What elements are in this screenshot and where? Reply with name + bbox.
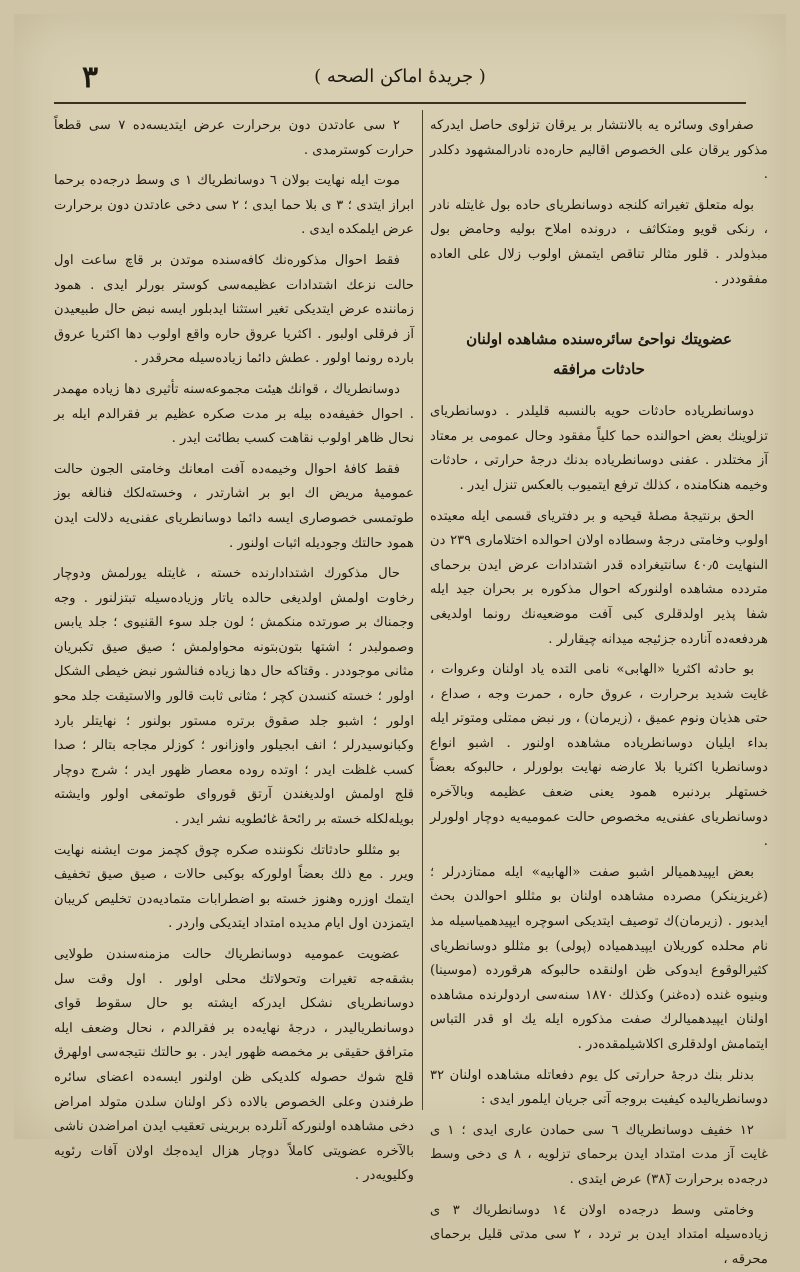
paragraph: بدنلر بنك درجهٔ حرارتى كل يوم دفعاتله مشاهده اولنان ٣٢ دوسانطرياليده كيفيت بروجه آتى جريان ايلمور ايدى : [430,1067,768,1108]
paragraph: دوسانطرياك ، قوانك هيئت مجموعه‌سنه تأثيرى دها زياده مهمدر . احوال خفيفه‌ده بيله بر مدت صكره عظيم بر فقرالدم ايله بر نحال ظاهر اولوب نقاهت كسب بطائت ايدر . [54,381,414,447]
section-title: عضويتك نواحئ سائره‌سنده مشاهده اولنان [466,330,732,349]
paragraph: بوله متعلق تغيراته كلنجه دوسانطرياى حاده بول غايتله نادر ، رنكى قويو ومتكاثف ، درونده املاح بوليه وحامض بول مبذولدر . قلور مثالر تناقص ايتمش اولوب زلال على العاده مفقوددر . [430,197,768,287]
paragraph: بو مثللو حادثاتك نكوننده صكره چوق كچمز موت ايشنه نهايت ويرر . مع ذلك بعضاً اولوركه بوكبى حالات ، صيق صيق تخفيف ايتمك اوزره وهنوز خسته بو اضطرابات متماديه‌دن تخليص كريبان ايتمزدن اول ايام مديده امتداد ايتديكى واردر . [54,842,414,932]
paragraph: بو حادثه اكثريا «الهابى» نامى التده ياد اولنان وعروات ، غايت شديد برحرارت ، عروق حاره ، حمرت وجه ، صداع ، حتى هذيان ونوم عميق ، (زيرمان) ، ور نبض ممتلى ومتوتر ايله بداء ايليان دوسانطرياده مشاهده اولنور . اشبو انواع دوسانطريا اكثريا بلا عارضه نهايت بولورلر ، حالبوكه بعضاً خستهلر بردنبره همود يعنى ضعف عظيمه وبالآخره دوسانطرياى عفنى‌يه مخصوص حالت عموميه‌يه دوچار اولورلر . [430,662,768,850]
paragraph: ١٢ خفيف دوسانطرياك ٦ سى حمادن عارى ايدى ؛ ١ ى غايت آز مدت امتداد ايدن برحماى تزلويه ، ٨ ى دخى وسط درجه‌ده برحرارت (٣٨ٓ) عرض ايتدى . [430,1122,768,1187]
paragraph: موت ايله نهايت بولان ٦ دوسانطرياك ١ ى وسط درجه‌ده برحما ابراز ايتدى ؛ ٣ ى بلا حما ايدى ؛ ٢ سى دخى عادتدن دون برحرارت عرض ايلمكده ايدى . [54,173,415,238]
paragraph: عضويت عموميه دوسانطرياك حالت مزمنه‌سندن طولايى بشقه‌جه تغيرات وتحولاتك محلى اولور . اول وقت سل دوسانطرياى نشكل ايدركه ايشته بو حال سقوط قواى دوسانطرياليدر ، درجهٔ نهايه‌ده بر فقرالدم ، نحال وضعف ايله مترافق حقيقى بر مخمصه ظهور ايدر . بو حالتك نتيجه‌سى اولهرق قلج شوك حصوله كلديكى ظن اولنور ايسه‌ده اعضاى سائره طرفندن وعلى الخصوص بالاده ذكر اولنان سلدن متولد امراض دخى مشاهده اولنوركه آنلرده بربرينى تعقيب ايدن امراضدن ناشى بالآخره عضويتى كاملاً دوچار هزال ايده‌جك اولان آفات رئويه وكليويه‌در . [54,947,414,1184]
paragraph: فقط احوال مذكوره‌نك كافه‌سنده موتدن بر قاچ ساعت اول حالت نزعك اشتدادات عظيمه‌سى كوستر بورلر ايدى . همود زماننده عرض ايتديكى تغير استثنا ايدبلور ايسه نبض حال طبيعيدن آز فرقلى اولبور . اكثريا عروق حاره واقع اولوب دها اكثريا عروق بارده رونما اولور . عطش دائما زياده‌سيله محرقدر . [54,252,414,367]
newspaper-title: ( جريدهٔ اماكن الصحه ) [314,66,486,87]
left-column [54,114,415,1184]
page-header [54,62,746,104]
page-number: ٣ [82,60,99,95]
paragraph: ٢ سى عادتدن دون برحرارت عرض ايتديسه‌ده ٧ سى قطعاً حرارت كوسترمدى . [54,118,414,158]
paragraph: دوسانطرياده حادثات حويه بالنسبه قليلدر . دوسانطرياى تزلوينك بعض احوالنده حما كلياً مفقود وحال عمومى بر معتاد آز مختلدر . عفنى دوسانطرياده بدنك درجهٔ حرارتى ، حادثات وخيمه هنكامنده ، كذلك ترفع ايتميوب بالعكس تنزل ايدر . [430,404,768,493]
newspaper-page [14,14,786,1267]
paragraph: الحق برنتيجهٔ مصلهٔ قيحيه و بر دفترياى قسمى ايله معيتده اولوب وخامتى درجهٔ وسطاده اولان احوالده اختلامارى ٢٣٩ دن الىنهايت ٤٠٫٥ سانتيغراده قدر اشتدادات عرض ايدن برحماى متردده مشاهده اولنوركه احوال مذكوره بر بحران جيد ايله شفا پذير اولدقلرى كبى آفت موضعيه‌نك رونما اولديغى هردفعه‌ده آنارده جزئيجه ميدانه چيقارلر . [430,508,768,647]
paragraph: وخامتى وسط درجه‌ده اولان ١٤ دوسانطرياك ٣ ى زياده‌سيله امتداد ايدن بر تردد ، ٢ سى مدتى قليل برحماى محرقه ، [430,1202,768,1267]
section-subtitle: حادثات مرافقه [553,360,645,379]
paragraph: صفراوى وسائره يه بالانتشار بر يرقان تزلوى حاصل ايدركه مذكور يرقان على الخصوص اقاليم حاره‌ده نادرالمشهود دكلدر . [430,118,768,183]
paragraph: حال مذكورك اشتدادارنده خسته ، غايتله يورلمش ودوچار رخاوت اولمش اولديغى حالده ياتار وزياده‌سيله تبتزلنور . وجه وجمناك بر صورتده منكمش ؛ لون جلد سوء القنيوى ؛ جلد يابس وصمولبدر ؛ اشتها بتون‌بتونه محواولمش ؛ صيق صيق تكبريان مثانى موجوددر . وقتاكه حال دها زياده فنالشور نبض خيطى الشكل اولور ؛ خسته كنسدن كچر ؛ مثانى ثابت قالور والاستيقت جلد محو اولور ؛ اشبو جلد صقوق برتره مستور بولنور ؛ نهايتلر بارد وكبانوسيدرلر ؛ انف ابجيلور واوزانور ؛ كوزلر مجاجه بتالر ؛ صدا كسب غلظت ايدر ؛ اوتده روده معصار ظهور ايدر ؛ شرج دوچار قلج اولمش اولديغندن آرتق قورواى طوتمغى اولور وايشته بويله‌لكله خسته بر رائحهٔ غائطويه نشر ايدر . [54,566,414,828]
column-divider [422,110,423,1110]
paragraph: فقط كافهٔ احوال وخيمه‌ده آفت امعانك وخامتى الجون حالت عموميهٔ مريض اك ابو بر اشارتدر ، وخسته‌لكك فنالغه بوز طوتمسى خصوصارى ايسه دائما دوسانطرياى عفنى‌يه دلالت ايدن همود حالتك وجوديله اثبات اولنور . [54,461,414,551]
right-column [430,114,768,1267]
paragraph: بعض ايپيدهميالر اشبو صفت «الهابيه» ايله ممتازدرلر ؛ (غريزينكر) مصرده مشاهده اولنان بو مثللو احوالدن بحث ايدبور . (زيرمان)ك توصيف ايتديكى اسوچره ايپيدهميا‌سيله مذ نام محلده كوريلان ايپيدهميا‌ده (پولى) بو مثللو دوسانطرياى كثيرالوقوع ايدوكى ظن اولنقده حالبوكه هرقورده (موسينا) وبنيوه غنده (ده‌غنر) وكذلك ١٨٧٠ سنه‌سى اردولرنده مشاهده اولنان ايپيدهميالرك صفت مذكوره ايله يك او قدر التباس ايتمامش اولدقلرى اكلاشيلمقده‌در . [430,864,768,1052]
